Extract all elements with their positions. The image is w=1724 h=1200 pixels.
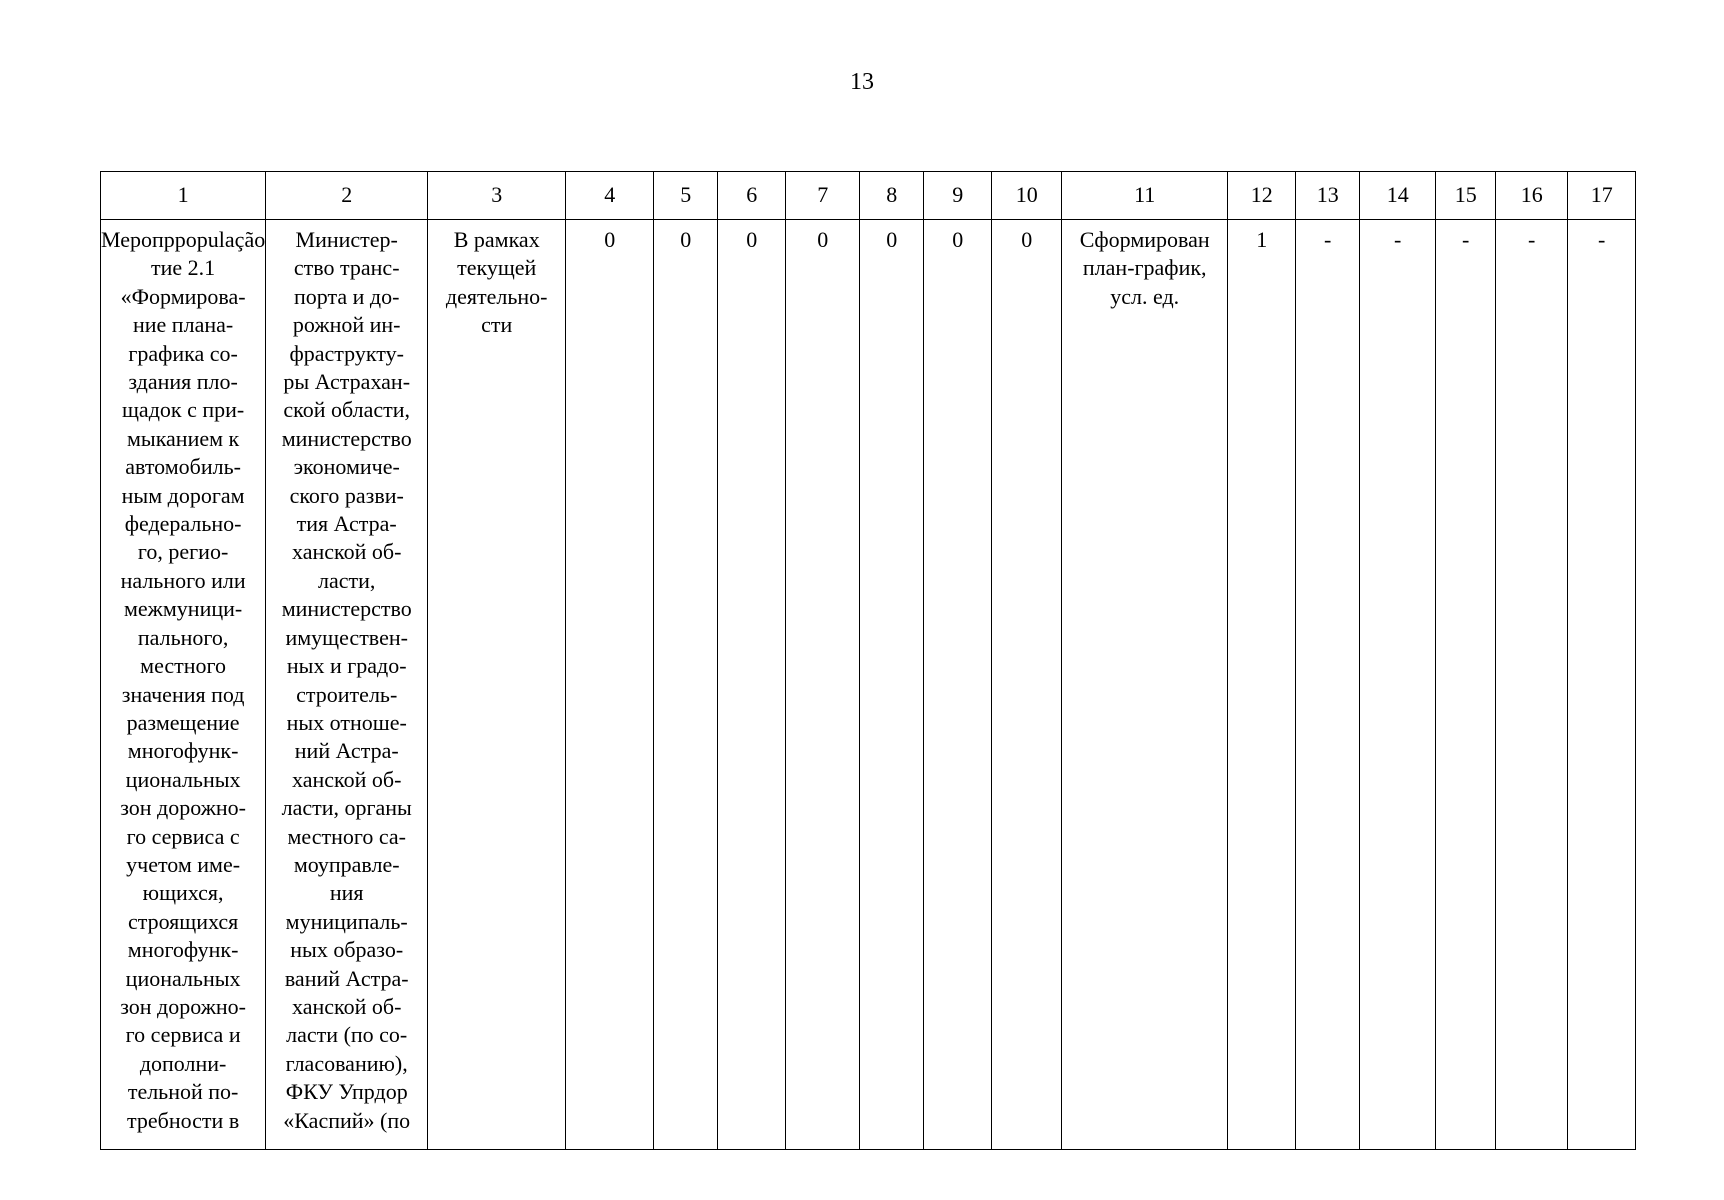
value-cell: 0 <box>566 220 654 1150</box>
event-text: Меропрpopulação тие 2.1 «Формирова- ние плана- графика со- здания пло- щадок с при- мыканием к автомобиль- ным дорогам федерально- го, регио- нального или межмуници- пального, местного значения под размещение многофунк- циональных зон дорожно- го сервиса с учетом име- ющихся, строящихся многофунк- циональных зон дорожно- го сервиса и дополни- тельной по- требности в <box>101 227 266 1133</box>
column-header: 7 <box>786 172 860 220</box>
column-header: 13 <box>1296 172 1360 220</box>
event-cell <box>101 220 266 1150</box>
column-header: 12 <box>1228 172 1296 220</box>
value-cell: 0 <box>718 220 786 1150</box>
column-header: 9 <box>924 172 992 220</box>
column-header: 11 <box>1062 172 1228 220</box>
value-cell: - <box>1296 220 1360 1150</box>
executor-text: Министер- ство транс- порта и до- рожной ин- фраструкту- ры Астрахан- ской области, министерство экономиче- ского разви- тия Астра- ханской об- ласти, министерство имуществен- ных и градо- строитель- ных отноше- ний Астра- ханской об- ласти, органы местного са- моуправле- ния муниципаль- ных образо- ваний Астра- ханской об- ласти (по со- гласованию), ФКУ Упрдор «Каспий» (по <box>281 227 412 1133</box>
column-header: 17 <box>1568 172 1636 220</box>
page-number: 13 <box>850 69 874 95</box>
value-cell: 0 <box>654 220 718 1150</box>
value-cell: 0 <box>860 220 924 1150</box>
value-cell: - <box>1360 220 1436 1150</box>
column-header: 5 <box>654 172 718 220</box>
column-header: 16 <box>1496 172 1568 220</box>
plan-table <box>100 171 1636 1150</box>
value-cell: - <box>1496 220 1568 1150</box>
value-cell: 0 <box>924 220 992 1150</box>
funding-text: В рамках текущей деятельно- сти <box>445 227 548 338</box>
indicator-text: Сформирован план-график, усл. ед. <box>1079 227 1210 309</box>
column-header: 6 <box>718 172 786 220</box>
funding-cell <box>428 220 566 1150</box>
executor-cell <box>266 220 428 1150</box>
value-cell: 0 <box>786 220 860 1150</box>
column-header: 1 <box>101 172 266 220</box>
table-header-row <box>101 172 1636 220</box>
column-header: 4 <box>566 172 654 220</box>
column-header: 8 <box>860 172 924 220</box>
column-header: 15 <box>1436 172 1496 220</box>
value-cell: 0 <box>992 220 1062 1150</box>
column-header: 14 <box>1360 172 1436 220</box>
table-row <box>101 220 1636 1150</box>
column-header: 10 <box>992 172 1062 220</box>
value-cell: - <box>1436 220 1496 1150</box>
value-cell: - <box>1568 220 1636 1150</box>
column-header: 3 <box>428 172 566 220</box>
column-header: 2 <box>266 172 428 220</box>
indicator-cell <box>1062 220 1228 1150</box>
value-cell: 1 <box>1228 220 1296 1150</box>
